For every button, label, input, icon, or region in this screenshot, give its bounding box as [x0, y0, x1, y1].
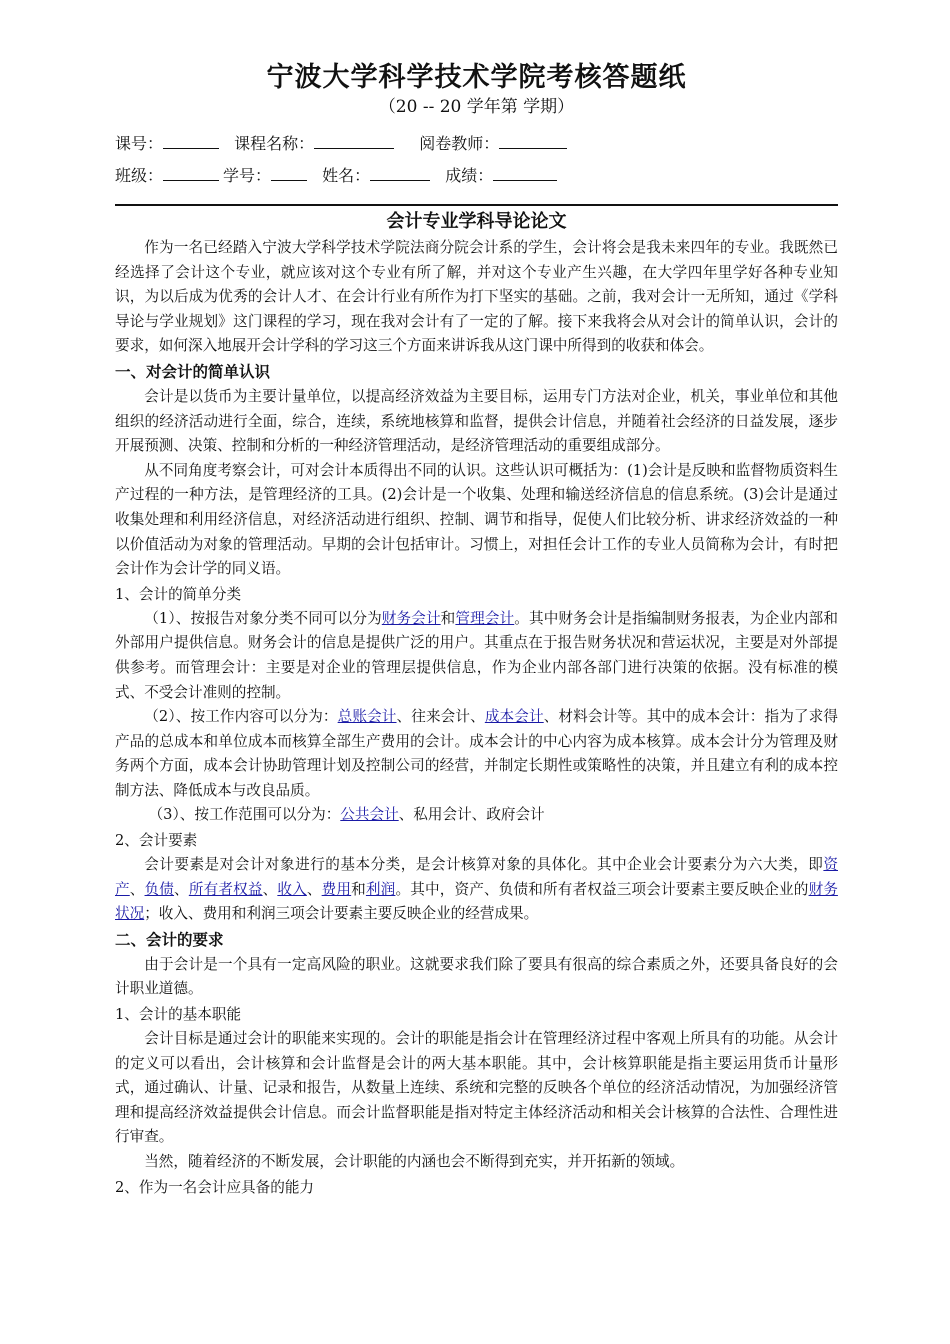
- class-label: 班级：: [115, 166, 164, 185]
- text-span: 、私用会计、政府会计: [398, 806, 545, 824]
- text-span: （3）、按工作范围可以分为：: [148, 806, 341, 824]
- header-divider: [115, 204, 838, 206]
- meta-row-1: [115, 128, 838, 160]
- term-line: （20 -- 20 学年第 学期）: [378, 97, 575, 117]
- link-public-accounting[interactable]: 公共会计: [340, 806, 399, 824]
- text-span: 、: [129, 880, 145, 898]
- link-owners-equity[interactable]: 所有者权益: [188, 880, 263, 898]
- text-span: ；收入、费用和利润三项会计要素主要反映企业的经营成果。: [144, 905, 539, 923]
- section-heading-2: 二、会计的要求: [115, 930, 224, 949]
- course-name-label: 课程名称：: [234, 134, 315, 153]
- score-field[interactable]: [493, 166, 557, 181]
- score-label: 成绩：: [445, 166, 494, 185]
- intro-paragraph: 作为一名已经踏入宁波大学科学技术学院法商分院会计系的学生，会计将会是我未来四年的专业。我既然已经选择了会计这个专业，就应该对这个专业有所了解，并对这个专业产生兴趣，在大学四年里学好各种专业知识，为以后成为优秀的会计人才、在会计行业有所作为打下坚实的基础。之前，我对会计一无所知，通过《学科导论与学业规划》这门课程的学习，现在我对会计有了一定的了解。接下来我将会从对会计的简单认识，会计的要求，如何深入地展开会计学科的学习这三个方面来讲诉我从这门课中所得到的收获和体会。: [115, 239, 838, 355]
- classification-paragraph-3: [115, 803, 838, 828]
- classification-paragraph-1: [115, 607, 838, 705]
- text-span: 、: [262, 880, 278, 898]
- development-paragraph: 当然，随着经济的不断发展，会计职能的内涵也会不断得到充实，并开拓新的领域。: [144, 1153, 685, 1170]
- meta-row-2: [115, 160, 838, 192]
- sheet-title: 宁波大学科学技术学院考核答题纸: [266, 62, 687, 93]
- essay-title: 会计专业学科导论论文: [386, 211, 567, 232]
- link-revenue[interactable]: 收入: [277, 880, 307, 898]
- course-no-field[interactable]: [163, 134, 219, 149]
- text-span: 。其中，资产、负债和所有者权益三项会计要素主要反映企业的: [395, 880, 809, 898]
- course-no-label: 课号：: [115, 134, 164, 153]
- text-span: 和: [440, 609, 456, 627]
- text-span: 、往来会计、: [396, 708, 485, 726]
- classification-paragraph-2: [115, 705, 838, 803]
- text-span: 。其中财务会计是指编制财务报表，为企业内部和外部用户提供信息。财务会计的信息是提供广泛的用户。其重点在于报告财务状况和营运状况，主要是对外部提供参考。而管理会计：主要是对企业的管理层提供信息，作为企业内部各部门进行决策的依据。没有标准的模式、不受会计准则的控制。: [115, 609, 838, 701]
- link-financial-accounting[interactable]: 财务会计: [381, 609, 441, 627]
- link-assets[interactable]: 资产: [115, 856, 838, 898]
- answer-sheet: [115, 60, 838, 1200]
- text-span: 、: [174, 880, 189, 898]
- requirements-paragraph: 由于会计是一个具有一定高风险的职业。这就要求我们除了要具有很高的综合素质之外，还要具备良好的会计职业道德。: [115, 955, 838, 998]
- text-span: 、: [306, 880, 322, 898]
- functions-paragraph: 会计目标是通过会计的职能来实现的。会计的职能是指会计在管理经济过程中客观上所具有的功能。从会计的定义可以看出，会计核算和会计监督是会计的两大基本职能。其中，会计核算职能是指主要运用货币计量形式，通过确认、计量、记录和报告，从数量上连续、系统和完整的反映各个单位的经济活动情况，为加强经济管理和提高经济效益提供会计信息。而会计监督职能是指对特定主体经济活动和相关会计核算的合法性、合理性进行审查。: [115, 1030, 838, 1146]
- section-heading-1: 一、对会计的简单认识: [115, 362, 271, 381]
- nature-paragraph: 从不同角度考察会计，可对会计本质得出不同的认识。这些认识可概括为：(1)会计是反映和监督物质资料生产过程的一种方法，是管理经济的工具。(2)会计是一个收集、处理和输送经济信息的信息系统。(3)会计是通过收集处理和利用经济信息，对经济活动进行组织、控制、调节和指导，促使人们比较分析、讲求经济效益的一种以价值活动为对象的管理活动。早期的会计包括审计。习惯上，对担任会计工作的专业人员简称为会计，有时把会计作为会计学的同义语。: [115, 461, 838, 578]
- link-profit[interactable]: 利润: [365, 880, 396, 898]
- link-expenses[interactable]: 费用: [321, 880, 352, 898]
- text-span: 、材料会计等。其中的成本会计：指为了求得产品的总成本和单位成本而核算全部生产费用的会计。成本会计的中心内容为成本核算。成本会计分为管理及财务两个方面，成本会计协助管理计划及控制公司的经营，并制定长期性或策略性的决策，并且建立有利的成本控制方法、降低成本与改良品质。: [115, 708, 838, 799]
- text-span: 和: [351, 880, 366, 898]
- subheading-functions: 1、会计的基本职能: [115, 1006, 242, 1024]
- class-field[interactable]: [163, 166, 219, 181]
- text-span: （1）、按报告对象分类不同可以分为: [144, 609, 382, 627]
- teacher-field[interactable]: [499, 134, 567, 149]
- name-label: 姓名：: [322, 166, 371, 185]
- definition-paragraph: 会计是以货币为主要计量单位，以提高经济效益为主要目标，运用专门方法对企业，机关，事业单位和其他组织的经济活动进行全面，综合，连续，系统地核算和监督，提供会计信息，并随着社会经济的日益发展，逐步开展预测、决策、控制和分析的一种经济管理活动，是经济管理活动的重要组成部分。: [115, 387, 838, 455]
- student-no-label: 学号：: [223, 166, 272, 185]
- subheading-abilities: 2、作为一名会计应具备的能力: [115, 1178, 315, 1196]
- teacher-label: 阅卷教师：: [419, 134, 500, 153]
- text-span: 会计要素是对会计对象进行的基本分类，是会计核算对象的具体化。其中企业会计要素分为六大类，即: [144, 856, 824, 874]
- text-span: （2）、按工作内容可以分为：: [144, 708, 338, 726]
- course-name-field[interactable]: [314, 134, 394, 149]
- subheading-classification: 1、会计的简单分类: [115, 585, 242, 603]
- link-financial-position[interactable]: 财务状况: [115, 880, 838, 923]
- link-management-accounting[interactable]: 管理会计: [455, 609, 515, 627]
- link-liabilities[interactable]: 负债: [144, 880, 175, 898]
- subheading-elements: 2、会计要素: [115, 832, 198, 850]
- elements-paragraph: [115, 853, 838, 927]
- link-general-ledger-accounting[interactable]: 总账会计: [337, 708, 397, 726]
- link-cost-accounting[interactable]: 成本会计: [484, 708, 544, 726]
- student-no-field[interactable]: [271, 166, 307, 181]
- name-field[interactable]: [370, 166, 430, 181]
